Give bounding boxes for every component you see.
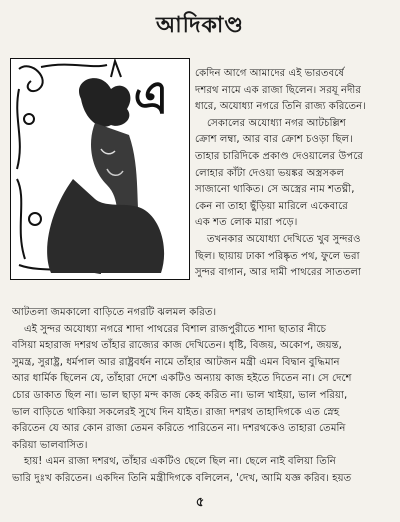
text-line: সুন্দর বাগান, আর দামী পাথরের সাততলা [195,267,361,279]
text-line: ছিল। ছায়ায় ঢাকা পরিষ্কৃত পথ, ফুলে ভরা [195,250,360,262]
text-line: দশরথ নামে এক রাজা ছিলেন। সরযূ নদীর [195,84,361,96]
text-line: তখনকার অযোধ্যা দেখিতে খুব সুন্দরও [207,233,361,245]
text-line: ধারে, অযোধ্যা নগরে তিনি রাজ্য করিতেন। [195,101,366,113]
right-text-column [195,66,395,282]
text-line: করিতেন যে আর কোন রাজা তেমন করিতে পারিতেন না। দশরথকেও তাহারা তেমনি [12,423,346,435]
text-line: ক্রোশ লম্বা, আর বার ক্রোশ চওড়া ছিল। [195,134,353,146]
text-line: সেকালের অযোধ্যা নগর আটচল্লিশ [207,117,346,129]
drop-cap-letter: এ [133,70,169,124]
text-line: হায়! এমন রাজা দশরথ, তাঁহার একটিও ছেলে ছিল না। ছেলে নাই বলিয়া তিনি [24,456,336,468]
chapter-title: আদিকাণ্ড [156,13,244,38]
page-number: ৫ [195,495,205,510]
text-line: এই সুন্দর অযোধ্যা নগরে শাদা পাথরের বিশাল রাজপুরীতে শাদা ছাতার নীচে [24,323,327,335]
text-line: সাজানো থাকিত। সে অস্ত্রের নাম শতঘ্নী, [195,184,355,196]
text-line: করিয়া ভালবাসিত। [12,439,88,451]
text-line: চোর ডাকাত ছিল না। ভাল ছাড়া মন্দ কাজ কেহ করিত না। ভাল খাইয়া, ভাল পরিয়া, [12,389,348,401]
full-width-text [12,305,392,488]
text-line: ভাল বাড়িতে থাকিয়া সকলেরই সুখে দিন যাইত। রাজা দশরথ তাহাদিগকে এত স্নেহ [12,406,340,418]
text-line: কেদিন আগে আমাদের এই ভারতবর্ষে [195,68,344,79]
illustration-panel [10,58,190,280]
text-line: লোহার কাঁটা দেওয়া ভয়ঙ্কর অস্ত্রসকল [195,167,344,179]
text-line: কেন না তাহা ছুঁড়িয়া মারিলে একেবারে [195,200,348,212]
text-line: আর ধার্মিক ছিলেন যে, তাঁহারা দেশে একটিও অন্যায় কাজ হইতে দিতেন না। সে দেশে [12,373,352,385]
text-line: ভারি দুঃখ করিতেন। একদিন তিনি মন্ত্রীদিগকে বলিলেন, 'দেখ, আমি যজ্ঞ করিব। হয়ত [12,472,352,484]
text-line: এক শত লোক মারা পড়ে। [195,217,298,229]
text-line: তাহার চারিদিকে প্রকাণ্ড দেওয়ালের উপরে [195,150,364,162]
text-line: সুমন্ত্র, সুরাষ্ট্র, ধর্মপাল আর রাষ্ট্রবর্ধন নামে তাঁহার আটজন মন্ত্রী এমন বিদ্বান বুদ্ধিমান [12,356,340,368]
text-line: বসিয়া মহারাজ দশরথ তাঁহার রাজ্যের কাজ দেখিতেন। ধৃষ্টি, বিজয়, অকোপ, জয়ন্ত, [12,340,342,352]
text-line: আটতলা জমকালো বাড়িতে নগরটি ঝলমল করিত। [12,307,217,318]
illustration-svg [11,59,189,279]
